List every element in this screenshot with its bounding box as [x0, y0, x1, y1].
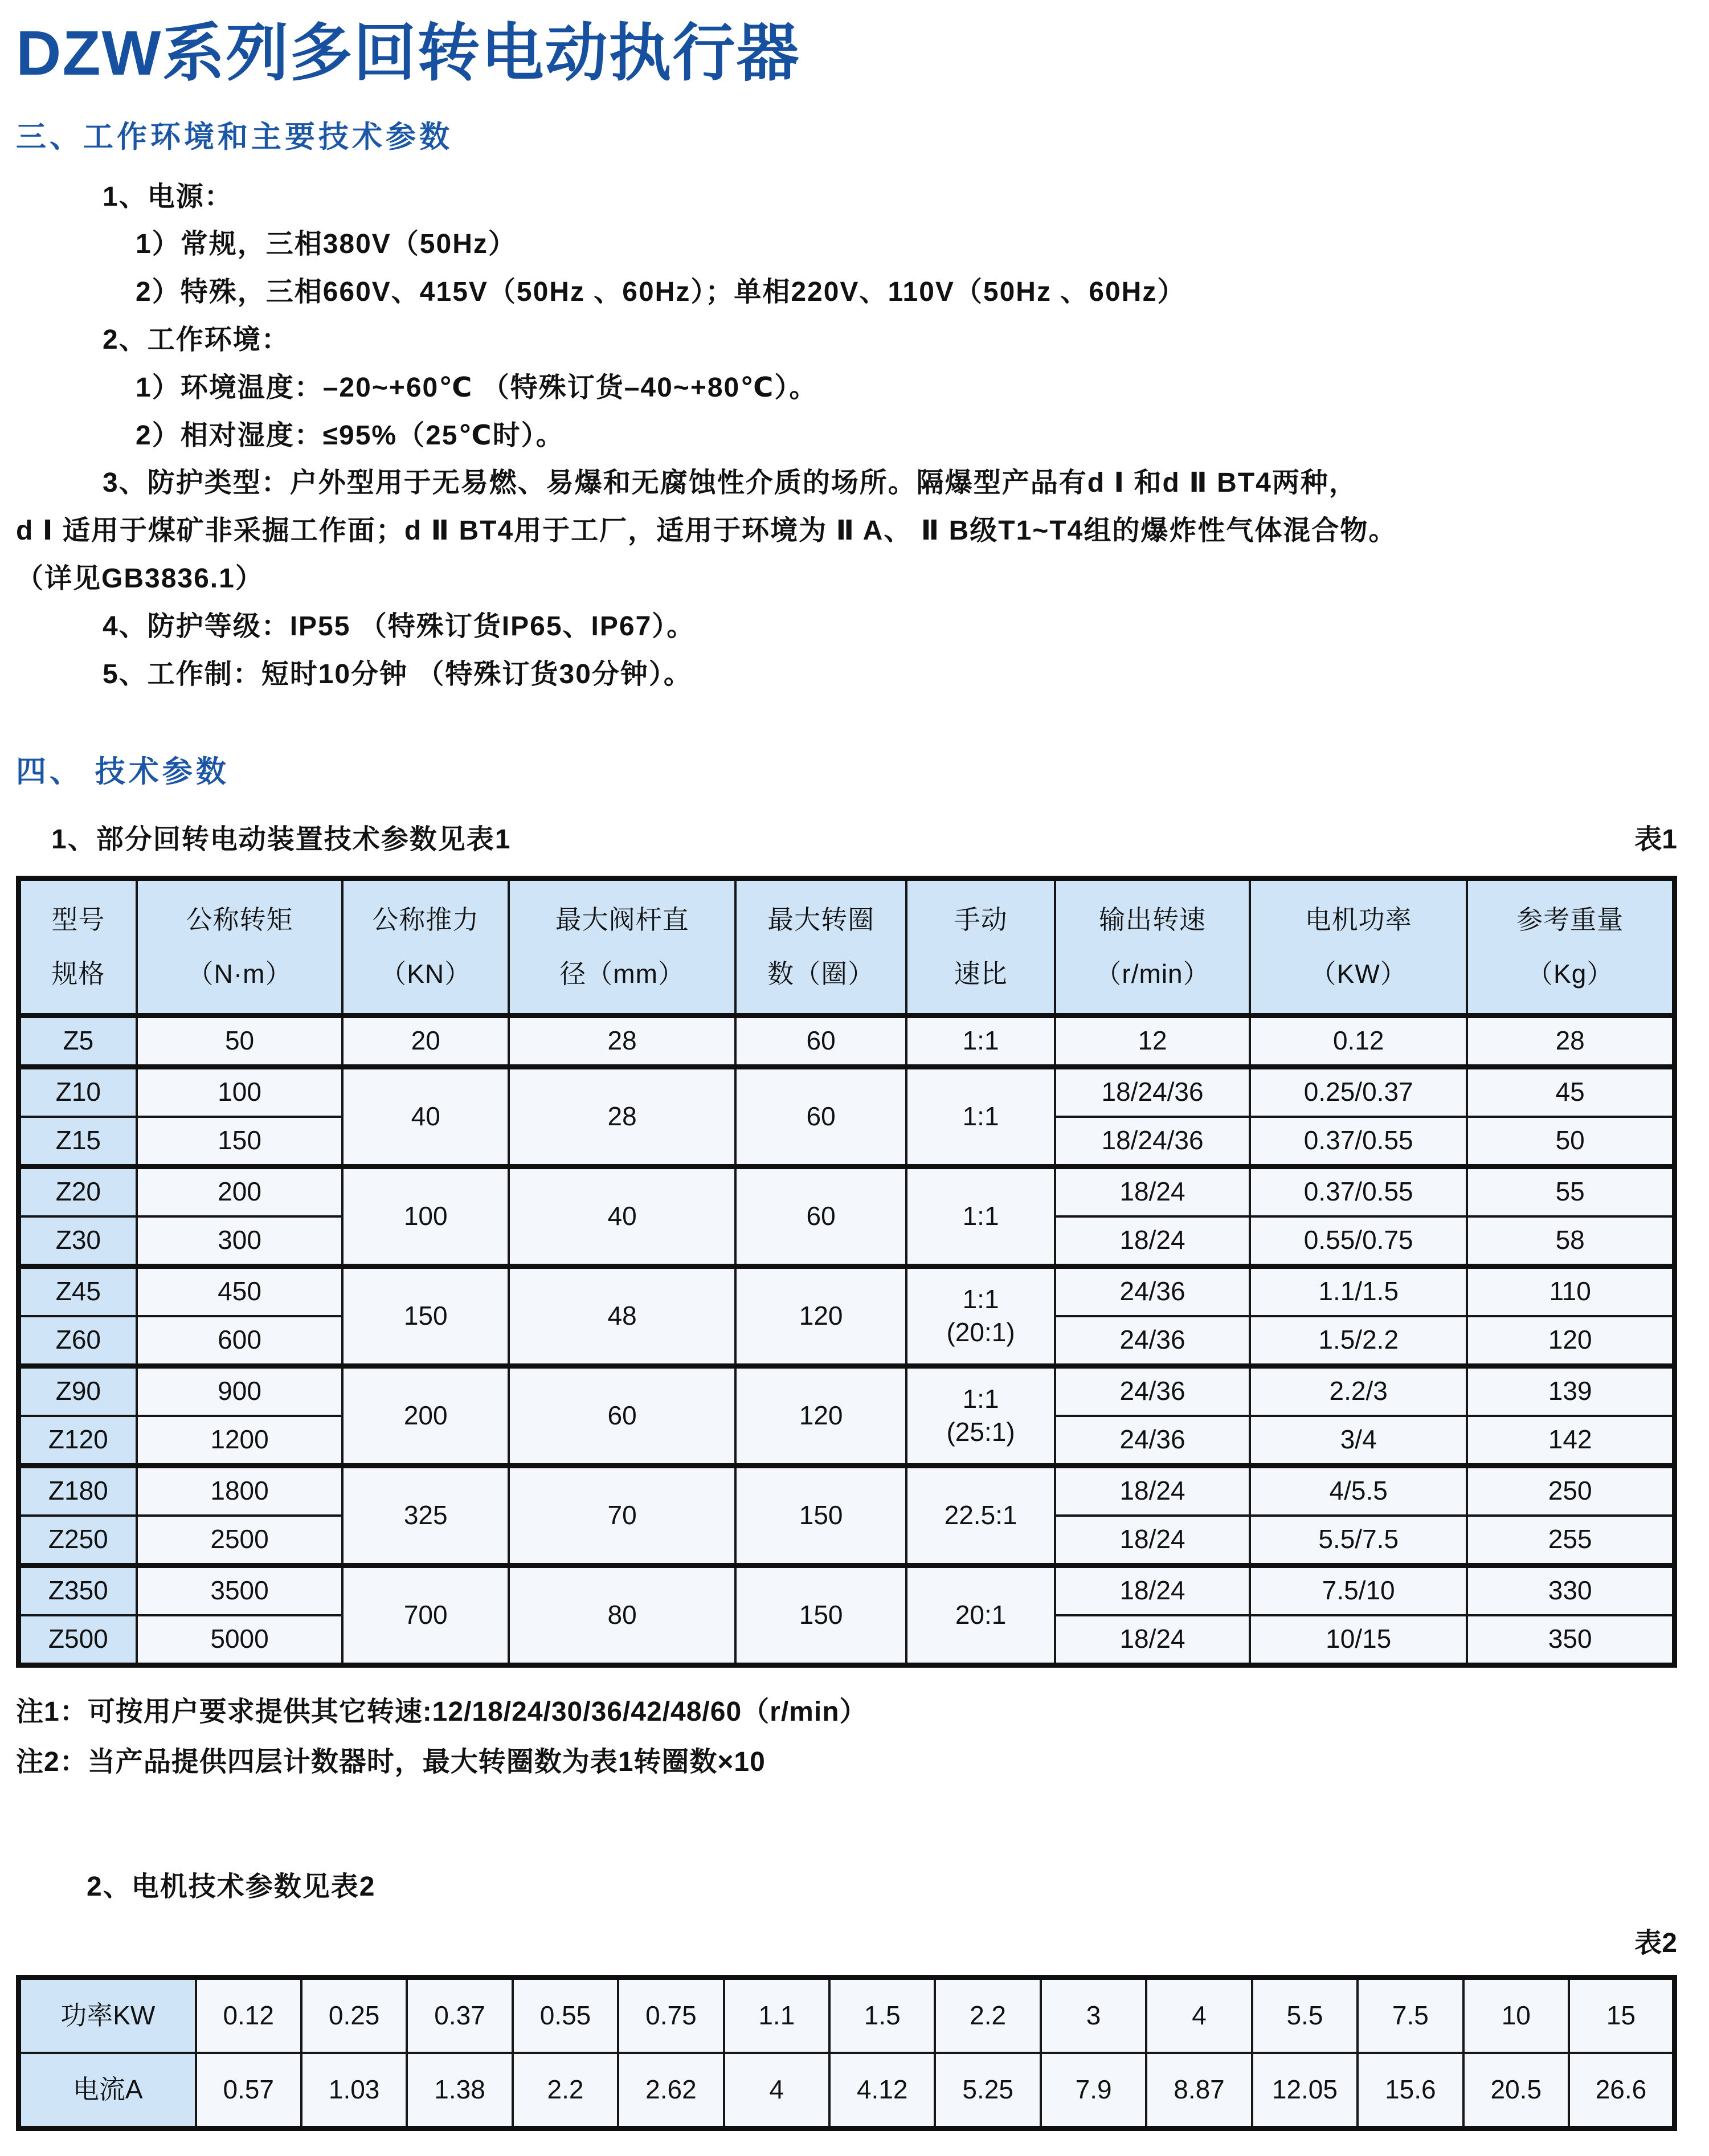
value-cell: 150 [342, 1266, 509, 1366]
value-cell: 0.37 [407, 1978, 512, 2053]
value-cell: 2.2 [935, 1978, 1040, 2053]
value-cell: 28 [509, 1067, 735, 1166]
value-cell: 200 [137, 1166, 343, 1216]
model-cell: Z15 [19, 1117, 137, 1167]
value-cell: 2.62 [618, 2053, 723, 2129]
spec-line: （详见GB3836.1） [16, 564, 264, 594]
spec-line: 3、防护类型：户外型用于无易燃、易爆和无腐蚀性介质的场所。隔爆型产品有d Ⅰ 和d Ⅱ BT4两种， [103, 468, 1358, 499]
model-cell: Z20 [19, 1166, 137, 1216]
value-cell: 2.2/3 [1250, 1366, 1467, 1416]
value-cell: 4.12 [829, 2053, 935, 2129]
value-cell: 10/15 [1250, 1615, 1467, 1665]
model-cell: Z10 [19, 1067, 137, 1117]
value-cell: 5.25 [935, 2053, 1040, 2129]
value-cell: 100 [342, 1166, 509, 1266]
value-cell: 0.37/0.55 [1250, 1117, 1467, 1167]
spec-line: 2）相对湿度：≤95%（25℃时）。 [136, 420, 565, 451]
value-cell: 0.55/0.75 [1250, 1216, 1467, 1267]
value-cell: 150 [735, 1465, 906, 1565]
value-cell: 18/24 [1055, 1516, 1250, 1566]
value-cell: 18/24 [1055, 1615, 1250, 1665]
value-cell: 0.37/0.55 [1250, 1166, 1467, 1216]
value-cell: 60 [735, 1166, 906, 1266]
note-line: 注1：可按用户要求提供其它转速:12/18/24/30/36/42/48/60（r/min） [16, 1696, 868, 1727]
value-cell: 24/36 [1055, 1416, 1250, 1466]
value-cell: 40 [509, 1166, 735, 1266]
value-cell: 4 [1146, 1978, 1252, 2053]
value-cell: 0.55 [513, 1978, 618, 2053]
spec-line: d Ⅰ 适用于煤矿非采掘工作面；d Ⅱ BT4用于工厂，适用于环境为 Ⅱ A、 Ⅱ B级T1~T4组的爆炸性气体混合物。 [16, 516, 1397, 546]
table-row [19, 1565, 1675, 1615]
value-cell: 5000 [137, 1615, 343, 1665]
value-cell: 1:1 [906, 1015, 1055, 1067]
model-cell: Z90 [19, 1366, 137, 1416]
value-cell: 12.05 [1252, 2053, 1358, 2129]
notes [16, 1697, 1692, 1778]
model-cell: Z30 [19, 1216, 137, 1267]
section4-heading: 四、 技术参数 [16, 754, 230, 789]
value-cell: 2500 [137, 1516, 343, 1566]
value-cell: 1.5 [829, 1978, 935, 2053]
table-row [19, 1015, 1675, 1067]
value-cell: 40 [342, 1067, 509, 1166]
value-cell: 3/4 [1250, 1416, 1467, 1466]
value-cell: 24/36 [1055, 1316, 1250, 1366]
value-cell: 200 [342, 1366, 509, 1465]
table2 [16, 1975, 1677, 2131]
value-cell: 1.1/1.5 [1250, 1266, 1467, 1316]
value-cell: 26.6 [1569, 2053, 1675, 2129]
value-cell: 330 [1467, 1565, 1674, 1615]
value-cell: 1:1 (20:1) [906, 1266, 1055, 1366]
spec-line: 1）环境温度：–20~+60℃ （特殊订货–40~+80℃）。 [136, 372, 818, 403]
value-cell: 450 [137, 1266, 343, 1316]
value-cell: 600 [137, 1316, 343, 1366]
model-cell: Z500 [19, 1615, 137, 1665]
column-header: 型号 规格 [19, 878, 137, 1015]
value-cell: 3500 [137, 1565, 343, 1615]
model-cell: Z250 [19, 1516, 137, 1566]
model-cell: Z5 [19, 1015, 137, 1067]
column-header: 公称转矩 （N·m） [137, 878, 343, 1015]
value-cell: 0.12 [196, 1978, 301, 2053]
value-cell: 3 [1041, 1978, 1146, 2053]
value-cell: 300 [137, 1216, 343, 1267]
spec-line: 2）特殊，三相660V、415V（50Hz 、60Hz）；单相220V、110V（50Hz 、60Hz） [136, 277, 1186, 308]
table1-caption-row [16, 817, 1692, 856]
value-cell: 2.2 [513, 2053, 618, 2129]
spec-line: 2、工作环境： [103, 324, 290, 355]
value-cell: 4/5.5 [1250, 1465, 1467, 1516]
value-cell: 20.5 [1463, 2053, 1569, 2129]
spec-line: 5、工作制：短时10分钟 （特殊订货30分钟）。 [103, 659, 692, 689]
spec-line: 4、防护等级：IP55 （特殊订货IP65、IP67）。 [103, 611, 696, 642]
value-cell: 18/24 [1055, 1465, 1250, 1516]
value-cell: 5.5 [1252, 1978, 1358, 2053]
model-cell: Z45 [19, 1266, 137, 1316]
value-cell: 0.25/0.37 [1250, 1067, 1467, 1117]
value-cell: 0.12 [1250, 1015, 1467, 1067]
model-cell: Z60 [19, 1316, 137, 1366]
value-cell: 142 [1467, 1416, 1674, 1466]
value-cell: 18/24 [1055, 1565, 1250, 1615]
value-cell: 60 [735, 1067, 906, 1166]
table-row [19, 1978, 1675, 2053]
model-cell: Z350 [19, 1565, 137, 1615]
value-cell: 28 [509, 1015, 735, 1067]
value-cell: 250 [1467, 1465, 1674, 1516]
value-cell: 100 [137, 1067, 343, 1117]
table1-header-row [19, 878, 1675, 1015]
value-cell: 18/24 [1055, 1166, 1250, 1216]
value-cell: 1.1 [724, 1978, 829, 2053]
value-cell: 255 [1467, 1516, 1674, 1566]
value-cell: 5.5/7.5 [1250, 1516, 1467, 1566]
table1-tag: 表1 [1634, 824, 1677, 855]
value-cell: 1800 [137, 1465, 343, 1516]
column-header: 输出转速 （r/min） [1055, 878, 1250, 1015]
value-cell: 139 [1467, 1366, 1674, 1416]
value-cell: 0.57 [196, 2053, 301, 2129]
table-row [19, 1266, 1675, 1316]
value-cell: 700 [342, 1565, 509, 1665]
value-cell: 150 [137, 1117, 343, 1167]
note-line: 注2：当产品提供四层计数器时，最大转圈数为表1转圈数×10 [16, 1747, 766, 1778]
value-cell: 1:1 [906, 1166, 1055, 1266]
value-cell: 18/24/36 [1055, 1067, 1250, 1117]
value-cell: 15 [1569, 1978, 1675, 2053]
value-cell: 18/24 [1055, 1216, 1250, 1267]
value-cell: 1:1 (25:1) [906, 1366, 1055, 1465]
value-cell: 12 [1055, 1015, 1250, 1067]
value-cell: 1200 [137, 1416, 343, 1466]
value-cell: 15.6 [1358, 2053, 1463, 2129]
table2-caption: 2、电机技术参数见表2 [87, 1872, 376, 1902]
value-cell: 0.25 [301, 1978, 407, 2053]
table1-caption: 1、部分回转电动装置技术参数见表1 [51, 824, 512, 855]
value-cell: 120 [735, 1366, 906, 1465]
value-cell: 325 [342, 1465, 509, 1565]
row-label-cell: 电流A [19, 2053, 196, 2129]
value-cell: 1:1 [906, 1067, 1055, 1166]
value-cell: 7.9 [1041, 2053, 1146, 2129]
value-cell: 20 [342, 1015, 509, 1067]
spec-line: 1、电源： [103, 181, 233, 212]
value-cell: 900 [137, 1366, 343, 1416]
value-cell: 18/24/36 [1055, 1117, 1250, 1167]
section3-heading: 三、工作环境和主要技术参数 [16, 120, 453, 154]
model-cell: Z120 [19, 1416, 137, 1466]
table2-body [19, 1978, 1675, 2129]
value-cell: 48 [509, 1266, 735, 1366]
page-title: DZW系列多回转电动执行器 [16, 18, 800, 88]
value-cell: 8.87 [1146, 2053, 1252, 2129]
table1-header [19, 878, 1675, 1015]
column-header: 手动 速比 [906, 878, 1055, 1015]
value-cell: 60 [735, 1015, 906, 1067]
model-cell: Z180 [19, 1465, 137, 1516]
value-cell: 10 [1463, 1978, 1569, 2053]
table1-body [19, 1015, 1675, 1665]
value-cell: 24/36 [1055, 1266, 1250, 1316]
value-cell: 80 [509, 1565, 735, 1665]
value-cell: 28 [1467, 1015, 1674, 1067]
value-cell: 70 [509, 1465, 735, 1565]
value-cell: 58 [1467, 1216, 1674, 1267]
section3-body [16, 182, 1692, 689]
value-cell: 55 [1467, 1166, 1674, 1216]
table-row [19, 2053, 1675, 2129]
value-cell: 110 [1467, 1266, 1674, 1316]
value-cell: 0.75 [618, 1978, 723, 2053]
value-cell: 120 [735, 1266, 906, 1366]
value-cell: 60 [509, 1366, 735, 1465]
value-cell: 50 [137, 1015, 343, 1067]
column-header: 最大阀杆直 径（mm） [509, 878, 735, 1015]
value-cell: 50 [1467, 1117, 1674, 1167]
value-cell: 350 [1467, 1615, 1674, 1665]
value-cell: 150 [735, 1565, 906, 1665]
table-row [19, 1166, 1675, 1216]
column-header: 公称推力 （KN） [342, 878, 509, 1015]
table1 [16, 876, 1677, 1668]
spec-line: 1）常规，三相380V（50Hz） [136, 229, 517, 260]
row-label-cell: 功率KW [19, 1978, 196, 2053]
value-cell: 7.5/10 [1250, 1565, 1467, 1615]
value-cell: 20:1 [906, 1565, 1055, 1665]
value-cell: 4 [724, 2053, 829, 2129]
column-header: 最大转圈 数（圈） [735, 878, 906, 1015]
value-cell: 1.38 [407, 2053, 512, 2129]
value-cell: 24/36 [1055, 1366, 1250, 1416]
table-row [19, 1465, 1675, 1516]
value-cell: 1.5/2.2 [1250, 1316, 1467, 1366]
table-row [19, 1366, 1675, 1416]
value-cell: 1.03 [301, 2053, 407, 2129]
value-cell: 22.5:1 [906, 1465, 1055, 1565]
table-row [19, 1067, 1675, 1117]
value-cell: 45 [1467, 1067, 1674, 1117]
column-header: 参考重量 （Kg） [1467, 878, 1674, 1015]
column-header: 电机功率 （KW） [1250, 878, 1467, 1015]
value-cell: 120 [1467, 1316, 1674, 1366]
table2-tag: 表2 [1634, 1928, 1677, 1959]
value-cell: 7.5 [1358, 1978, 1463, 2053]
